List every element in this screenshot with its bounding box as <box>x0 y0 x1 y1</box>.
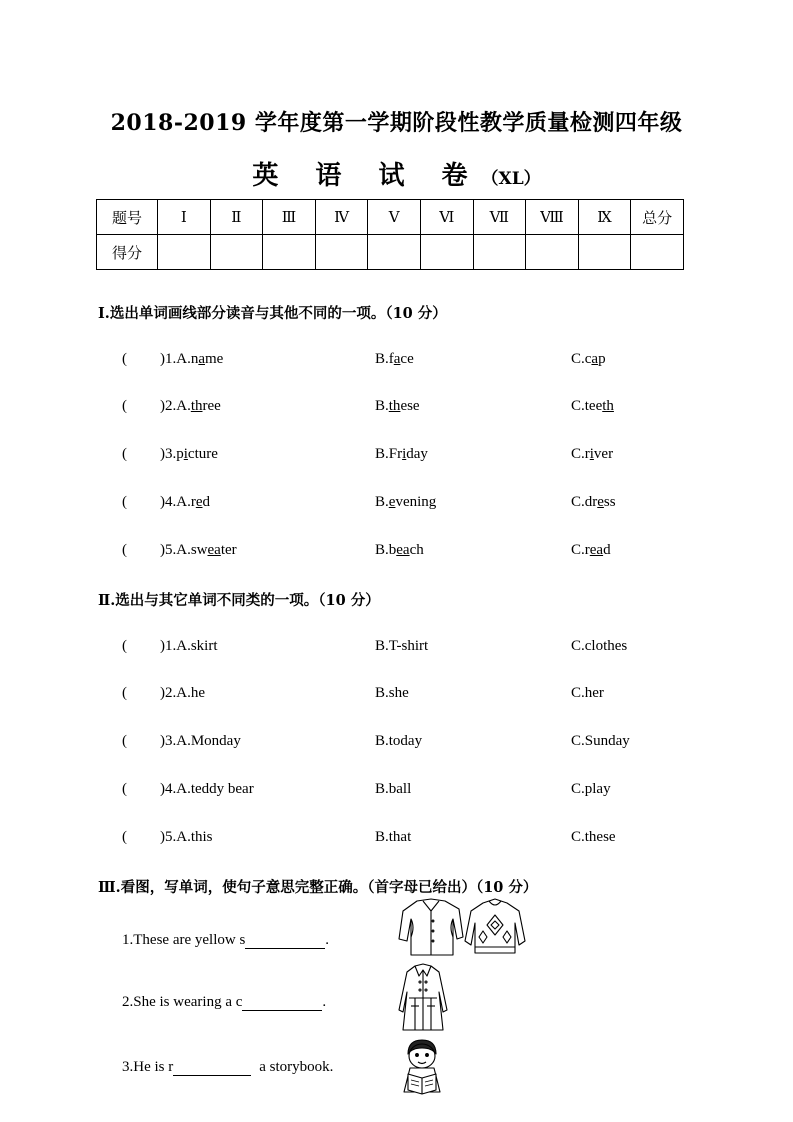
coat-illustration <box>393 962 453 1034</box>
option-b[interactable]: B.face <box>375 351 414 367</box>
score-input-cell[interactable] <box>158 235 211 270</box>
option-c[interactable]: C.river <box>571 446 614 462</box>
option-a[interactable]: )5.A.sweater <box>160 542 237 558</box>
answer-paren[interactable]: ( <box>122 781 127 797</box>
score-table <box>96 199 684 270</box>
score-input-cell[interactable] <box>420 235 473 270</box>
option-c[interactable]: C.read <box>571 542 611 558</box>
answer-paren[interactable]: ( <box>122 351 127 367</box>
score-input-cell[interactable] <box>473 235 526 270</box>
table-cell: Ⅵ <box>420 200 473 235</box>
subject-title: 英 语 试 卷 <box>252 161 482 191</box>
exam-title-line1: 2018-2019 学年度第一学期阶段性教学质量检测四年级 <box>110 110 683 136</box>
shirt-and-sweater-illustration <box>395 897 527 959</box>
answer-paren[interactable]: ( <box>122 733 127 749</box>
table-cell: 得分 <box>97 235 158 270</box>
score-input-cell[interactable] <box>526 235 579 270</box>
table-cell: Ⅶ <box>473 200 526 235</box>
option-b[interactable]: B.today <box>375 733 423 749</box>
table-cell: Ⅴ <box>368 200 421 235</box>
score-input-cell[interactable] <box>210 235 263 270</box>
score-table-score-row <box>97 235 684 270</box>
answer-paren[interactable]: ( <box>122 685 127 701</box>
option-a[interactable]: )1.A.skirt <box>160 638 218 654</box>
answer-blank[interactable] <box>173 1060 251 1076</box>
table-cell: Ⅳ <box>315 200 368 235</box>
score-input-cell[interactable] <box>631 235 684 270</box>
option-c[interactable]: C.Sunday <box>571 733 630 749</box>
answer-paren[interactable]: ( <box>122 638 127 654</box>
option-b[interactable]: B.these <box>375 398 420 414</box>
option-a[interactable]: )4.A.teddy bear <box>160 781 254 797</box>
answer-paren[interactable]: ( <box>122 829 127 845</box>
answer-blank[interactable] <box>242 995 322 1011</box>
answer-paren[interactable]: ( <box>122 494 127 510</box>
option-b[interactable]: B.beach <box>375 542 424 558</box>
answer-paren[interactable]: ( <box>122 398 127 414</box>
option-a[interactable]: )3.A.Monday <box>160 733 241 749</box>
option-c[interactable]: C.teeth <box>571 398 614 414</box>
section2-heading: Ⅱ.选出与其它单词不同类的一项。（10 分） <box>98 592 380 609</box>
score-table-header-row <box>97 200 684 235</box>
option-c[interactable]: C.cap <box>571 351 606 367</box>
option-c[interactable]: C.these <box>571 829 616 845</box>
score-input-cell[interactable] <box>263 235 316 270</box>
option-b[interactable]: B.that <box>375 829 412 845</box>
option-b[interactable]: B.ball <box>375 781 412 797</box>
boy-reading-illustration <box>398 1036 446 1096</box>
option-a[interactable]: )2.A.three <box>160 398 221 414</box>
table-cell: Ⅱ <box>210 200 263 235</box>
option-b[interactable]: B.she <box>375 685 409 701</box>
option-c[interactable]: C.her <box>571 685 604 701</box>
score-input-cell[interactable] <box>315 235 368 270</box>
table-cell: 总分 <box>631 200 684 235</box>
section1-heading: Ⅰ.选出单词画线部分读音与其他不同的一项。（10 分） <box>98 305 447 322</box>
option-b[interactable]: B.T-shirt <box>375 638 429 654</box>
section3-heading: Ⅲ.看图，写单词，使句子意思完整正确。（首字母已给出）（10 分） <box>98 879 538 896</box>
option-a[interactable]: )5.A.this <box>160 829 213 845</box>
question-3-3: 3.He is r a storybook. <box>122 1059 334 1075</box>
table-cell: Ⅲ <box>263 200 316 235</box>
option-c[interactable]: C.clothes <box>571 638 628 654</box>
answer-paren[interactable]: ( <box>122 542 127 558</box>
option-b[interactable]: B.Friday <box>375 446 428 462</box>
question-3-1: 1.These are yellow s . <box>122 932 330 948</box>
option-c[interactable]: C.dress <box>571 494 616 510</box>
edition-label: （XL） <box>481 169 541 189</box>
table-cell: Ⅸ <box>578 200 631 235</box>
option-b[interactable]: B.evening <box>375 494 437 510</box>
option-a[interactable]: )1.A.name <box>160 351 224 367</box>
table-cell: Ⅷ <box>526 200 579 235</box>
answer-paren[interactable]: ( <box>122 446 127 462</box>
option-a[interactable]: )3.picture <box>160 446 218 462</box>
answer-blank[interactable] <box>245 933 325 949</box>
option-c[interactable]: C.play <box>571 781 611 797</box>
option-a[interactable]: )4.A.red <box>160 494 210 510</box>
table-cell: Ⅰ <box>158 200 211 235</box>
option-a[interactable]: )2.A.he <box>160 685 205 701</box>
score-input-cell[interactable] <box>578 235 631 270</box>
score-input-cell[interactable] <box>368 235 421 270</box>
table-cell: 题号 <box>97 200 158 235</box>
exam-title-main <box>0 155 793 192</box>
question-3-2: 2.She is wearing a c . <box>122 994 327 1010</box>
